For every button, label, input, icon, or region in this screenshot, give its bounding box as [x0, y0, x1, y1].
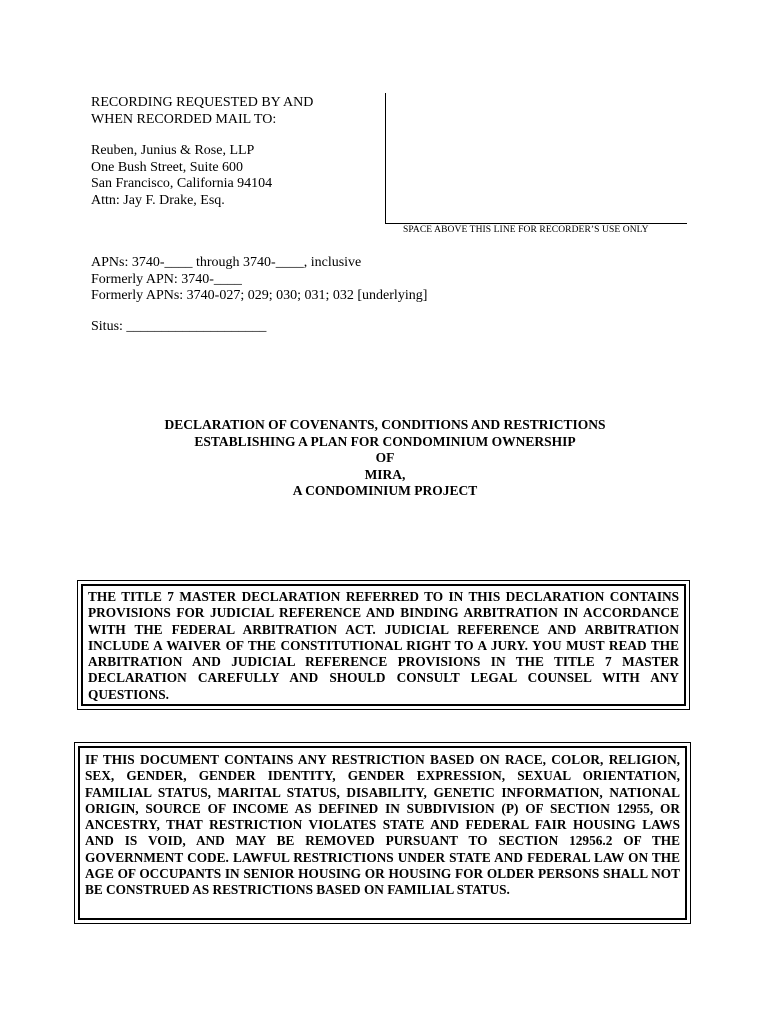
- apn-line: Formerly APNs: 3740-027; 029; 030; 031; 032 [underlying]: [91, 288, 428, 303]
- attention-line: Attn: Jay F. Drake, Esq.: [91, 192, 225, 208]
- restriction-notice-box: [74, 742, 691, 924]
- street-address: One Bush Street, Suite 600: [91, 159, 244, 175]
- recording-line: RECORDING REQUESTED BY AND: [91, 95, 314, 110]
- recording-requested-block: [91, 95, 313, 128]
- recording-line: WHEN RECORDED MAIL TO:: [91, 111, 277, 127]
- title-line: OF: [375, 450, 395, 465]
- recorder-horizontal-divider: [385, 223, 687, 224]
- title-line: MIRA,: [364, 466, 406, 482]
- title-line: DECLARATION OF COVENANTS, CONDITIONS AND RESTRICTIONS: [164, 417, 606, 432]
- apn-line: APNs: 3740-____ through 3740-____, inclusive: [91, 255, 362, 270]
- recorder-use-note: SPACE ABOVE THIS LINE FOR RECORDER’S USE ONLY: [403, 225, 649, 235]
- apn-block: [91, 255, 427, 305]
- firm-name: Reuben, Junius & Rose, LLP: [91, 143, 255, 158]
- city-state-zip: San Francisco, California 94104: [91, 176, 273, 191]
- document-title: [110, 417, 660, 500]
- title-line: ESTABLISHING A PLAN FOR CONDOMINIUM OWNERSHIP: [194, 433, 576, 449]
- title-line: A CONDOMINIUM PROJECT: [292, 483, 478, 498]
- restriction-notice-text: IF THIS DOCUMENT CONTAINS ANY RESTRICTION BASED ON RACE, COLOR, RELIGION, SEX, GENDER, GENDER IDENTITY, GENDER EXPRESSION, SEXUAL ORIENTATION, FAMILIAL STATUS, MARITAL STATUS, DISABILITY, GENETIC INFORMATION, NATIONAL ORIGIN, SOURCE OF INCOME AS DEFINED IN SUBDIVISION (P) OF SECTION 12955, OR ANCESTRY, THAT RESTRICTION VIOLATES STATE AND FEDERAL FAIR HOUSING LAWS AND IS VOID, AND MAY BE REMOVED PURSUANT TO SECTION 12956.2 OF THE GOVERNMENT CODE. LAWFUL RESTRICTIONS UNDER STATE AND FEDERAL LAW ON THE AGE OF OCCUPANTS IN SENIOR HOUSING OR HOUSING FOR OLDER PERSONS SHALL NOT BE CONSTRUED AS RESTRICTIONS BASED ON FAMILIAL STATUS.: [85, 752, 680, 898]
- apn-line: Formerly APN: 3740-____: [91, 271, 242, 287]
- arbitration-notice-text: THE TITLE 7 MASTER DECLARATION REFERRED TO IN THIS DECLARATION CONTAINS PROVISIONS FOR JUDICIAL REFERENCE AND BINDING ARBITRATION IN ACCORDANCE WITH THE FEDERAL ARBITRATION ACT. JUDICIAL REFERENCE AND ARBITRATION INCLUDE A WAIVER OF THE CONSTITUTIONAL RIGHT TO A JURY. YOU MUST READ THE ARBITRATION AND JUDICIAL REFERENCE PROVISIONS IN THE TITLE 7 MASTER DECLARATION CAREFULLY AND SHOULD CONSULT LEGAL COUNSEL WITH ANY QUESTIONS.: [88, 589, 679, 702]
- mail-to-address: [91, 143, 272, 209]
- arbitration-notice-box: [77, 580, 690, 710]
- situs-line: Situs: ____________________: [91, 319, 267, 334]
- recorder-vertical-divider: [385, 93, 386, 223]
